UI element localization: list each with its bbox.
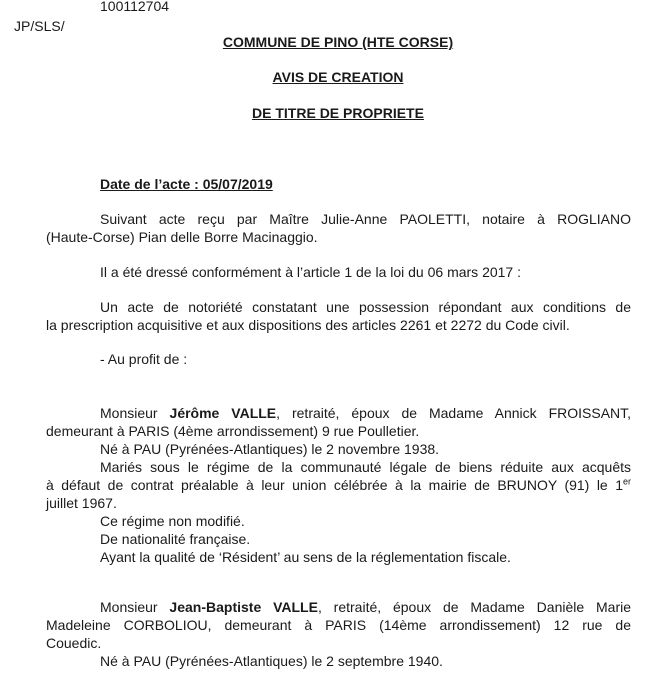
person-1-marriage-2-text: à défaut de contrat préalable à leur union célébrée à la mairie de BRUNOY (91) le 1 <box>46 477 623 493</box>
person-2-birth: Né à PAU (Pyrénées-Atlantiques) le 2 septembre 1940. <box>100 653 443 669</box>
person-1-line-1-rest: , retraité, époux de Madame Annick FROISSANT, <box>276 405 632 421</box>
person-1-marriage-sup: er <box>622 476 631 487</box>
person-1-marriage-3: juillet 1967. <box>46 495 117 511</box>
heading-title: DE TITRE DE PROPRIETE <box>252 105 424 121</box>
person-1-line-1 <box>46 404 631 422</box>
person-1-birth: Né à PAU (Pyrénées-Atlantiques) le 2 novembre 1938. <box>100 441 440 457</box>
reference-code: JP/SLS/ <box>14 18 65 34</box>
person-1-regime: Ce régime non modifié. <box>100 513 245 529</box>
person-2-address: Madeleine CORBOLIOU, demeurant à PARIS (14ème arrondissement) 12 rue de <box>46 617 631 633</box>
person-2-address-2: Couedic. <box>46 635 102 651</box>
heading-commune: COMMUNE DE PINO (HTE CORSE) <box>222 34 454 50</box>
document-number: 100112704 <box>100 0 170 14</box>
person-1-marriage-1: Mariés sous le régime de la communauté légale de biens réduite aux acquêts <box>100 459 631 475</box>
notary-line-1: Suivant acte reçu par Maître Julie-Anne PAOLETTI, notaire à ROGLIANO <box>100 211 631 227</box>
person-1-marriage-2 <box>46 476 631 494</box>
person-2-block <box>46 598 631 670</box>
beneficiary-intro: - Au profit de : <box>100 351 188 367</box>
notoriety-line-2: la prescription acquisitive et aux dispositions des articles 2261 et 2272 du Code civil. <box>46 317 570 333</box>
person-1-residence: Ayant la qualité de ‘Résident’ au sens de la réglementation fiscale. <box>100 549 511 565</box>
person-1-last-name: VALLE <box>231 405 277 421</box>
person-1-prefix: Monsieur <box>100 405 170 421</box>
notoriety-line-1: Un acte de notoriété constatant une possession répondant aux conditions de <box>100 299 631 315</box>
paragraph-notary <box>46 210 631 246</box>
person-2-line-1 <box>46 598 631 616</box>
person-1-first-name: Jérôme <box>169 405 220 421</box>
person-1-address: demeurant à PARIS (4ème arrondissement) 9 rue Poulletier. <box>46 423 420 439</box>
act-date: Date de l’acte : 05/07/2019 <box>100 176 273 192</box>
heading-notice: AVIS DE CREATION <box>272 69 404 85</box>
person-1-block <box>46 404 631 566</box>
person-2-last-name: VALLE <box>273 599 318 615</box>
person-2-prefix: Monsieur <box>100 599 170 615</box>
paragraph-law: Il a été dressé conformément à l’article 1 de la loi du 06 mars 2017 : <box>100 264 521 280</box>
paragraph-notoriety <box>46 298 631 334</box>
person-2-line-1-rest: , retraité, époux de Madame Danièle Marie <box>317 599 632 615</box>
person-1-nationality: De nationalité française. <box>100 531 251 547</box>
notary-line-2: (Haute-Corse) Pian delle Borre Macinaggio. <box>46 229 318 245</box>
person-2-first-name: Jean-Baptiste <box>169 599 262 615</box>
